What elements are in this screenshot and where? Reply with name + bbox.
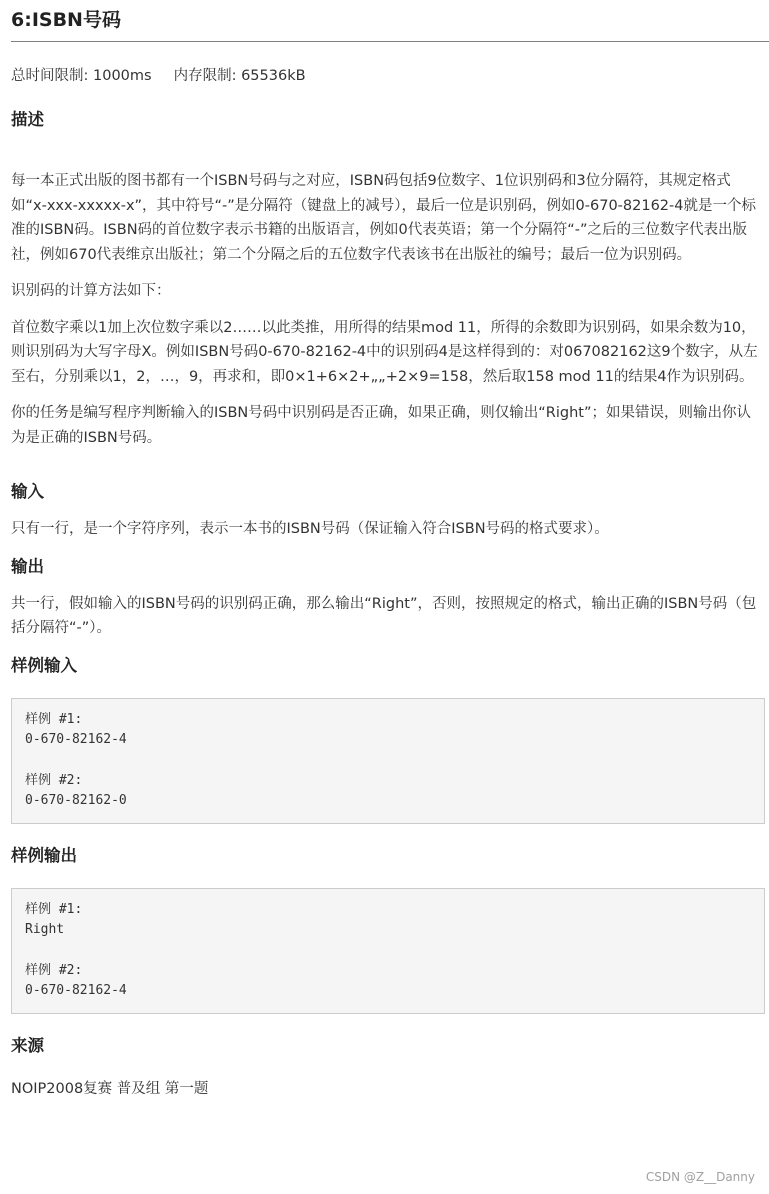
sample-input-box[interactable] (11, 698, 765, 824)
description-heading: 描述 (11, 110, 44, 129)
memory-limit: 内存限制: 65536kB (173, 68, 306, 84)
input-text: 只有一行，是一个字符序列，表示一本书的ISBN号码（保证输入符合ISBN号码的格式要求）。 (11, 521, 609, 537)
output-heading: 输出 (11, 556, 44, 576)
sample-input-label-2: 样例 #2: (25, 772, 83, 788)
description-paragraph-2: 识别码的计算方法如下： (11, 283, 171, 299)
page-title: 6:ISBN号码 (11, 9, 121, 31)
limits-row (11, 66, 765, 86)
source-heading: 来源 (11, 1035, 44, 1055)
sample-input-value-2: 0-670-82162-0 (25, 793, 127, 808)
description-paragraph-1: 每一本正式出版的图书都有一个ISBN号码与之对应，ISBN码包括9位数字、1位识别码和3位分隔符，其规定格式如“x-xxx-xxxxx-x”，其中符号“-”是分隔符（键盘上的减号），最后一位是识别码，例如0-670-82162-4就是一个标准的ISBN码。ISBN码的首位数字表示书籍的出版语言，例如0代表英语；第一个分隔符“-”之后的三位数字代表出版社，例如670代表维京出版社；第二个分隔之后的五位数字代表该书在出版社的编号；最后一位为识别码。 (11, 173, 756, 263)
sample-output-heading: 样例输出 (11, 845, 77, 865)
description-paragraph-3: 首位数字乘以1加上次位数字乘以2……以此类推，用所得的结果mod 11，所得的余数即为识别码，如果余数为10，则识别码为大写字母X。例如ISBN号码0-670-82162-4中的识别码4是这样得到的：对067082162这9个数字，从左至右，分别乘以1，2，…，9，再求和，即0×1+6×2+„„+2×9=158，然后取158 mod 11的结果4作为识别码。 (11, 319, 758, 385)
description-paragraph-4: 你的任务是编写程序判断输入的ISBN号码中识别码是否正确，如果正确，则仅输出“Right”；如果错误，则输出你认为是正确的ISBN号码。 (11, 405, 751, 446)
sample-output-label-2: 样例 #2: (25, 962, 83, 978)
sample-output-value-2: 0-670-82162-4 (25, 983, 127, 998)
title-divider (11, 41, 769, 42)
time-limit: 总时间限制: 1000ms (11, 68, 152, 84)
output-text: 共一行，假如输入的ISBN号码的识别码正确，那么输出“Right”，否则，按照规定的格式，输出正确的ISBN号码（包括分隔符“-”）。 (11, 595, 757, 636)
sample-input-heading: 样例输入 (11, 655, 77, 675)
source-text: NOIP2008复赛 普及组 第一题 (11, 1080, 209, 1097)
sample-input-label-1: 样例 #1: (25, 711, 83, 727)
csdn-watermark: CSDN @Z__Danny (645, 1170, 755, 1184)
sample-output-value-1: Right (25, 922, 65, 937)
input-heading: 输入 (11, 482, 44, 501)
sample-output-label-1: 样例 #1: (25, 901, 83, 917)
sample-input-value-1: 0-670-82162-4 (25, 732, 127, 747)
sample-output-box[interactable] (11, 888, 765, 1014)
